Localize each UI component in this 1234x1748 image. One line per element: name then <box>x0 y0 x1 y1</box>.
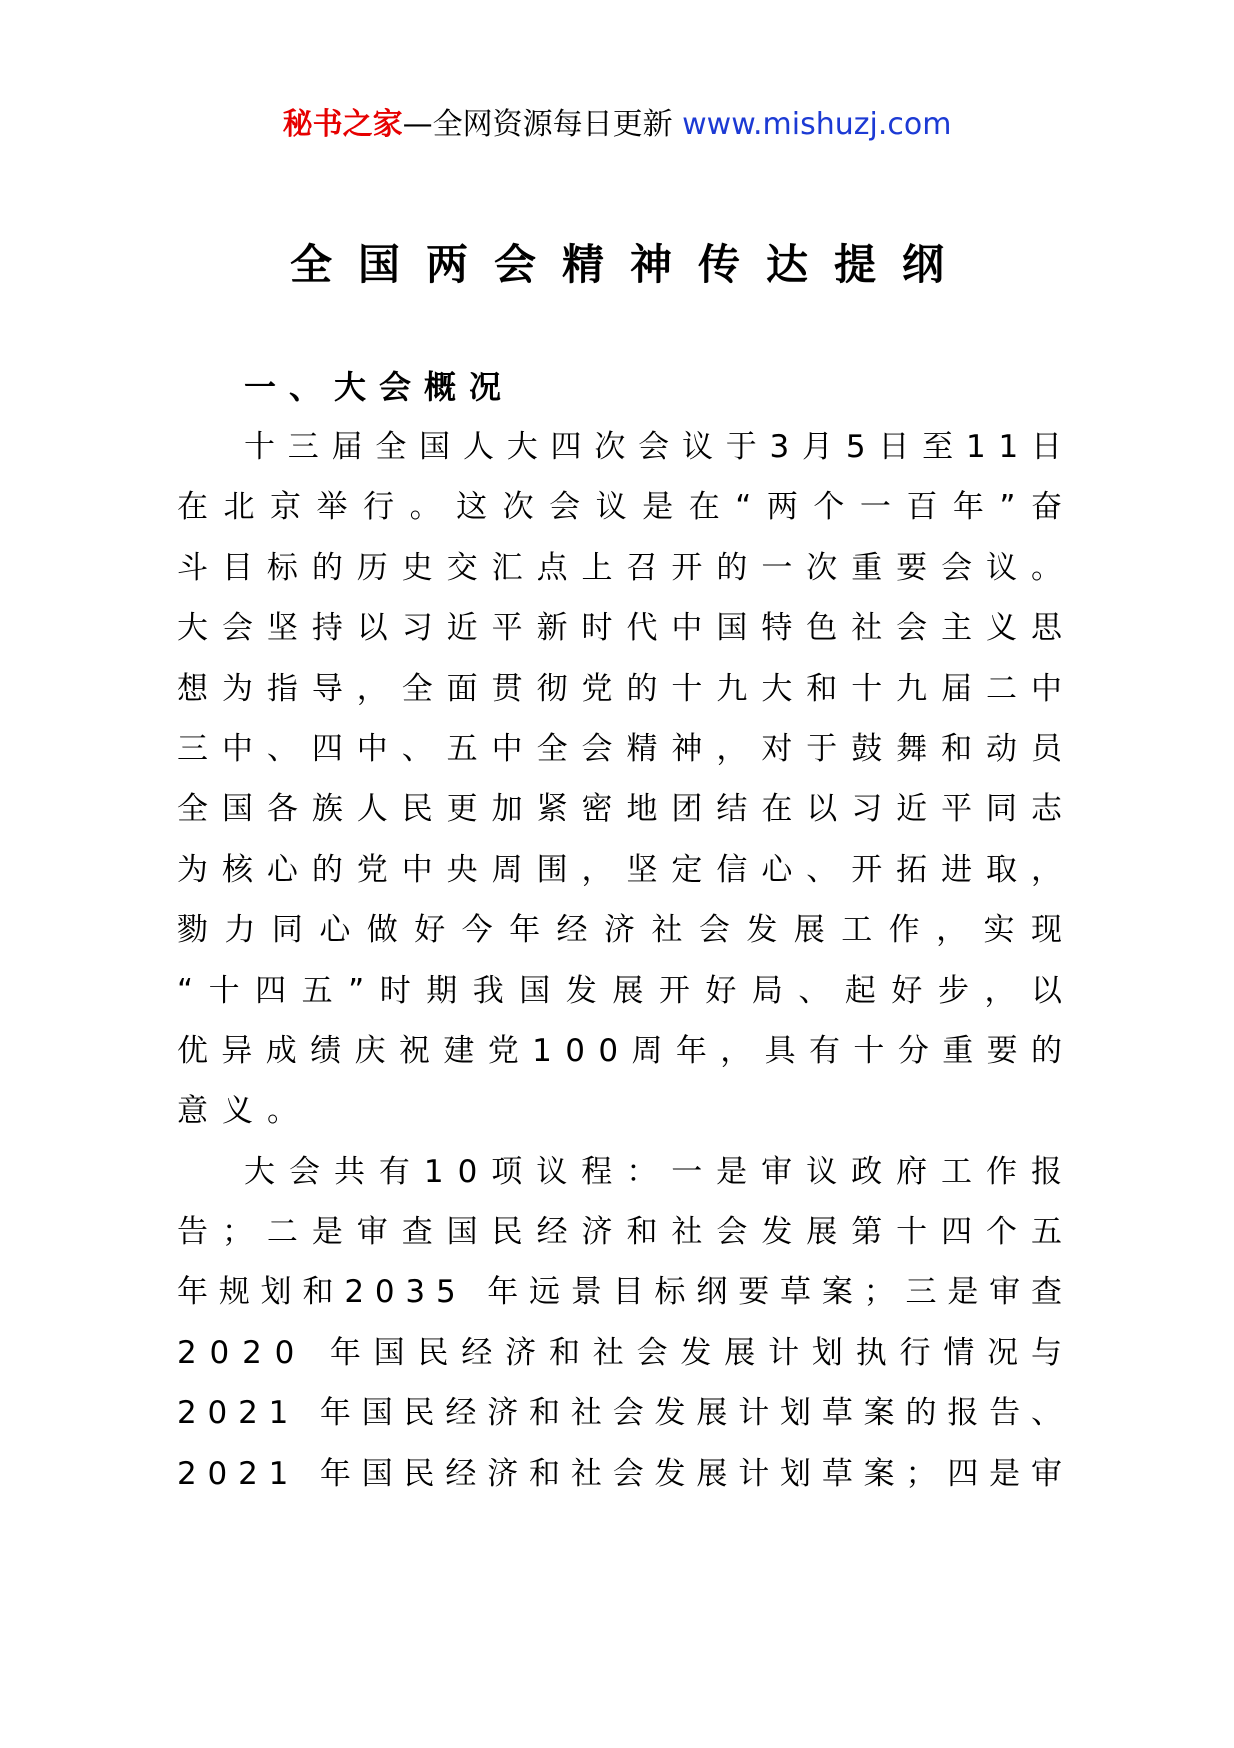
text-line <box>177 477 1078 537</box>
site-header <box>0 103 1234 147</box>
text-line <box>177 1202 1076 1262</box>
text-line <box>177 1444 1073 1504</box>
line-text: 十三届全国人大四次会议于3月5日至11日 <box>244 429 1075 465</box>
site-brand: 秘书之家 <box>282 107 403 142</box>
text-line <box>177 1262 1073 1322</box>
text-line <box>177 961 1078 1021</box>
line-text: 大会共有10项议程：一是审议政府工作报 <box>244 1153 1076 1190</box>
line-text: 全国各族人民更加紧密地团结在以习近平同志 <box>177 791 1076 828</box>
line-text: 2021 年国民经济和社会发展计划草案；四是审 <box>177 1455 1073 1492</box>
line-text: 在北京举行。这次会议是在“两个一百年”奋 <box>177 489 1078 526</box>
paragraph <box>177 417 1079 1142</box>
line-text: 勠力同心做好今年经济社会发展工作，实现 <box>177 912 1079 949</box>
text-line <box>177 417 1075 477</box>
text-line <box>177 840 1076 900</box>
line-text: 斗目标的历史交汇点上召开的一次重要会议。 <box>177 549 1076 586</box>
text-line <box>177 538 1076 598</box>
text-line <box>177 1323 1075 1383</box>
text-line <box>177 1142 1076 1202</box>
line-text: 想为指导，全面贯彻党的十九大和十九届二中 <box>177 670 1076 707</box>
line-text: 优异成绩庆祝建党100周年，具有十分重要的 <box>177 1032 1076 1069</box>
text-line <box>177 659 1076 719</box>
line-text: 年规划和2035 年远景目标纲要草案；三是审查 <box>177 1274 1073 1311</box>
text-line <box>177 1383 1073 1443</box>
text-line <box>177 779 1076 839</box>
document-body <box>177 417 1079 1504</box>
paragraph <box>177 1142 1076 1504</box>
site-tagline: —全网资源每日更新 <box>402 107 673 142</box>
line-text: “十四五”时期我国发展开好局、起好步，以 <box>177 972 1078 1009</box>
line-text: 意义。 <box>177 1093 312 1130</box>
site-url-link[interactable]: www.mishuzj.com <box>682 107 952 142</box>
line-text: 大会坚持以习近平新时代中国特色社会主义思 <box>177 610 1076 647</box>
line-text: 为核心的党中央周围，坚定信心、开拓进取， <box>177 851 1076 888</box>
line-text: 告；二是审查国民经济和社会发展第十四个五 <box>177 1214 1076 1251</box>
section-heading: 一、大会概况 <box>244 368 515 406</box>
text-line <box>177 900 1079 960</box>
document-title: 全国两会精神传达提纲 <box>289 240 970 289</box>
line-text: 2021 年国民经济和社会发展计划草案的报告、 <box>177 1395 1073 1432</box>
line-text: 三中、四中、五中全会精神，对于鼓舞和动员 <box>177 730 1076 767</box>
line-text: 2020 年国民经济和社会发展计划执行情况与 <box>177 1334 1075 1371</box>
text-line <box>177 598 1076 658</box>
text-line <box>177 1081 1062 1141</box>
text-line <box>177 1021 1076 1081</box>
text-line <box>177 719 1076 779</box>
